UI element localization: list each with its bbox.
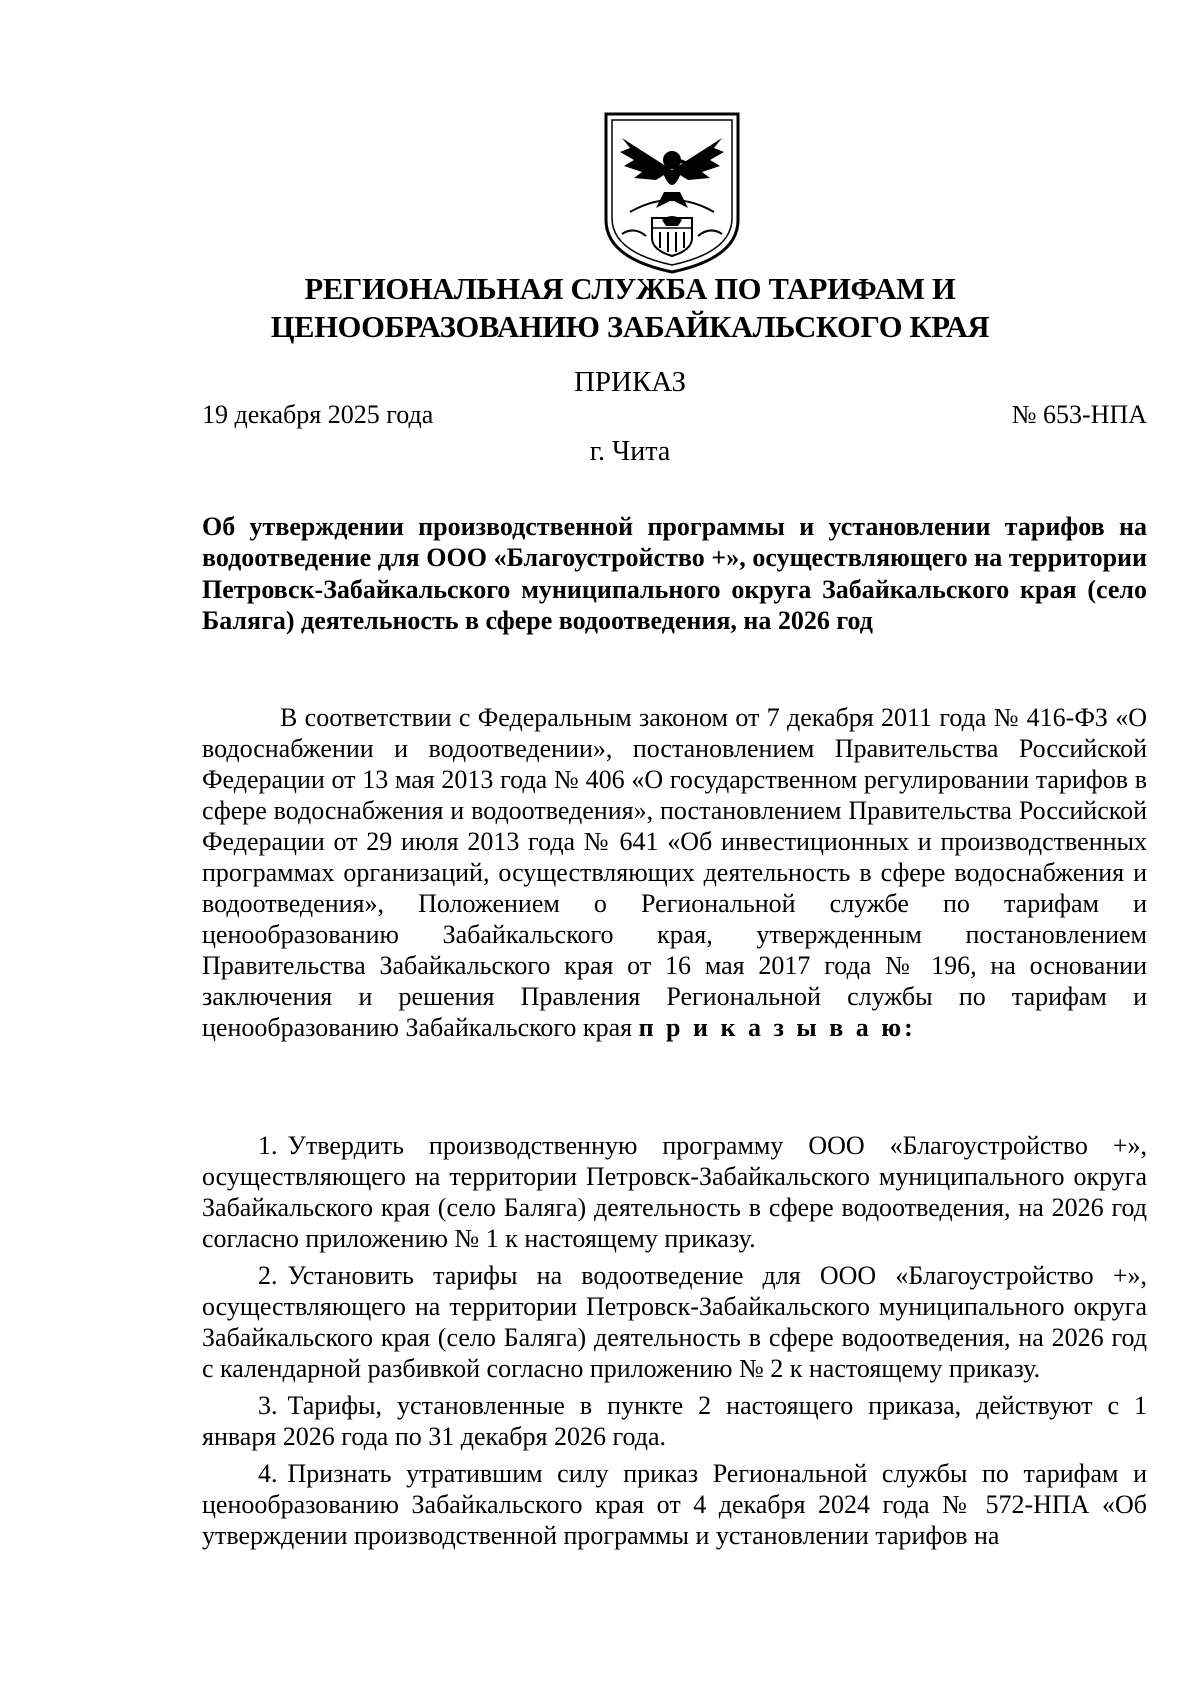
order-item bbox=[202, 1458, 1147, 1551]
order-item-text: Установить тарифы на водоотведение для ООО «Благоустройство +», осуществляющего на территории Петровск-Забайкальского муниципального округа Забайкальского края (село Баляга) деятельность в сфере водоотведения, на 2026 год с календарной разбивкой согласно приложению № 2 к настоящему приказу. bbox=[202, 1261, 1147, 1383]
document-type: ПРИКАЗ bbox=[573, 366, 687, 398]
order-item bbox=[202, 1260, 1147, 1384]
order-word: п р и к а з ы в а ю: bbox=[638, 1013, 916, 1042]
document-meta-row bbox=[202, 397, 1147, 433]
organization-title-line1: РЕГИОНАЛЬНАЯ СЛУЖБА ПО ТАРИФАМ И bbox=[304, 272, 956, 306]
organization-title bbox=[150, 270, 1110, 346]
preamble bbox=[202, 702, 1147, 1043]
order-item-text: Утвердить производственную программу ООО «Благоустройство +», осуществляющего на территории Петровск-Забайкальского муниципального округа Забайкальского края (село Баляга) деятельность в сфере водоотведения, на 2026 год согласно приложению № 1 к настоящему приказу. bbox=[202, 1131, 1147, 1253]
document-date: 19 декабря 2025 года bbox=[202, 400, 434, 429]
document-city: г. Чита bbox=[589, 436, 671, 467]
preamble-text: В соответствии с Федеральным законом от 7 декабря 2011 года № 416-ФЗ «О водоснабжении и водоотведении», постановлением Правительства Российской Федерации от 13 мая 2013 года № 406 «О государственном регулировании тарифов в сфере водоснабжения и водоотведения», постановлением Правительства Российской Федерации от 29 июля 2013 года № 641 «Об инвестиционных и производственных программах организаций, осуществляющих деятельность в сфере водоснабжения и водоотведения», Положением о Региональной службе по тарифам и ценообразованию Забайкальского края, утвержденным постановлением Правительства Забайкальского края от 16 мая 2017 года № 196, на основании заключения и решения Правления Региональной службы по тарифам и ценообразованию Забайкальского края bbox=[202, 703, 1147, 1042]
order-item-text: Тарифы, установленные в пункте 2 настоящего приказа, действуют с 1 января 2026 года по 31 декабря 2026 года. bbox=[202, 1391, 1147, 1451]
order-item bbox=[202, 1390, 1147, 1452]
order-item-number: 2. bbox=[258, 1261, 278, 1290]
zabaikalsky-coat-of-arms-icon bbox=[600, 108, 744, 276]
order-items bbox=[202, 1130, 1147, 1551]
organization-title-line2: ЦЕНООБРАЗОВАНИЮ ЗАБАЙКАЛЬСКОГО КРАЯ bbox=[270, 310, 990, 344]
preamble-paragraph bbox=[202, 702, 1147, 1043]
document-subject: Об утверждении производственной программы и установлении тарифов на водоотведение для ООО «Благоустройство +», осуществляющего на территории Петровск-Забайкальского муниципального округа Забайкальского края (село Баляга) деятельность в сфере водоотведения, на 2026 год bbox=[202, 512, 1147, 635]
order-item bbox=[202, 1130, 1147, 1254]
order-item-number: 3. bbox=[258, 1391, 278, 1420]
document-number: № 653-НПА bbox=[1011, 400, 1147, 429]
order-item-number: 4. bbox=[258, 1459, 278, 1488]
order-item-text: Признать утратившим силу приказ Региональной службы по тарифам и ценообразованию Забайкальского края от 4 декабря 2024 года № 572-НПА «Об утверждении производственной программы и установлении тарифов на bbox=[202, 1459, 1147, 1550]
order-item-number: 1. bbox=[258, 1131, 278, 1160]
